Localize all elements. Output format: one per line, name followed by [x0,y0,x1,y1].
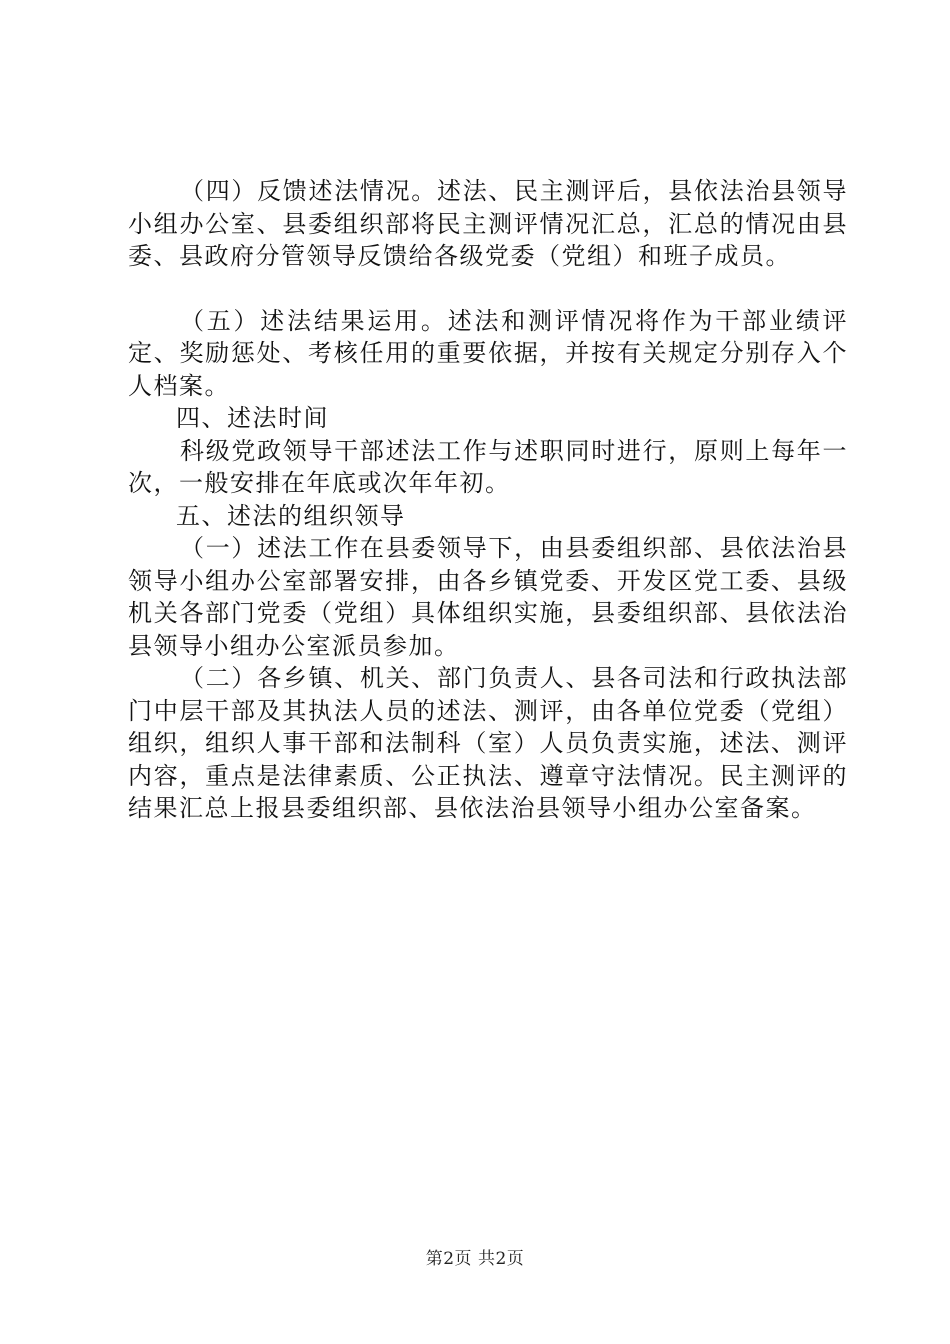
paragraph-time: 科级党政领导干部述法工作与述职同时进行，原则上每年一次，一般安排在年底或次年年初。 [128,436,848,497]
document-body [128,175,848,825]
paragraph-feedback: （四）反馈述法情况。述法、民主测评后，县依法治县领导小组办公室、县委组织部将民主测评情况汇总，汇总的情况由县委、县政府分管领导反馈给各级党委（党组）和班子成员。 [128,177,848,270]
page-footer: 第2页 共2页 [425,1249,525,1269]
paragraph-organization-2: （二）各乡镇、机关、部门负责人、县各司法和行政执法部门中层干部及其执法人员的述法、测评，由各单位党委（党组）组织，组织人事干部和法制科（室）人员负责实施，述法、测评内容，重点是法律素质、公正执法、遵章守法情况。民主测评的结果汇总上报县委组织部、县依法治县领导小组办公室备案。 [128,664,848,822]
paragraph-result-usage: （五）述法结果运用。述法和测评情况将作为干部业绩评定、奖励惩处、考核任用的重要依据，并按有关规定分别存入个人档案。 [128,306,848,400]
section-heading-time: 四、述法时间 [176,404,329,432]
section-heading-organization: 五、述法的组织领导 [176,501,406,530]
paragraph-organization-1: （一）述法工作在县委领导下，由县委组织部、县依法治县领导小组办公室部署安排，由各乡镇党委、开发区党工委、县级机关各部门党委（党组）具体组织实施，县委组织部、县依法治县领导小组办公室派员参加。 [128,534,848,660]
